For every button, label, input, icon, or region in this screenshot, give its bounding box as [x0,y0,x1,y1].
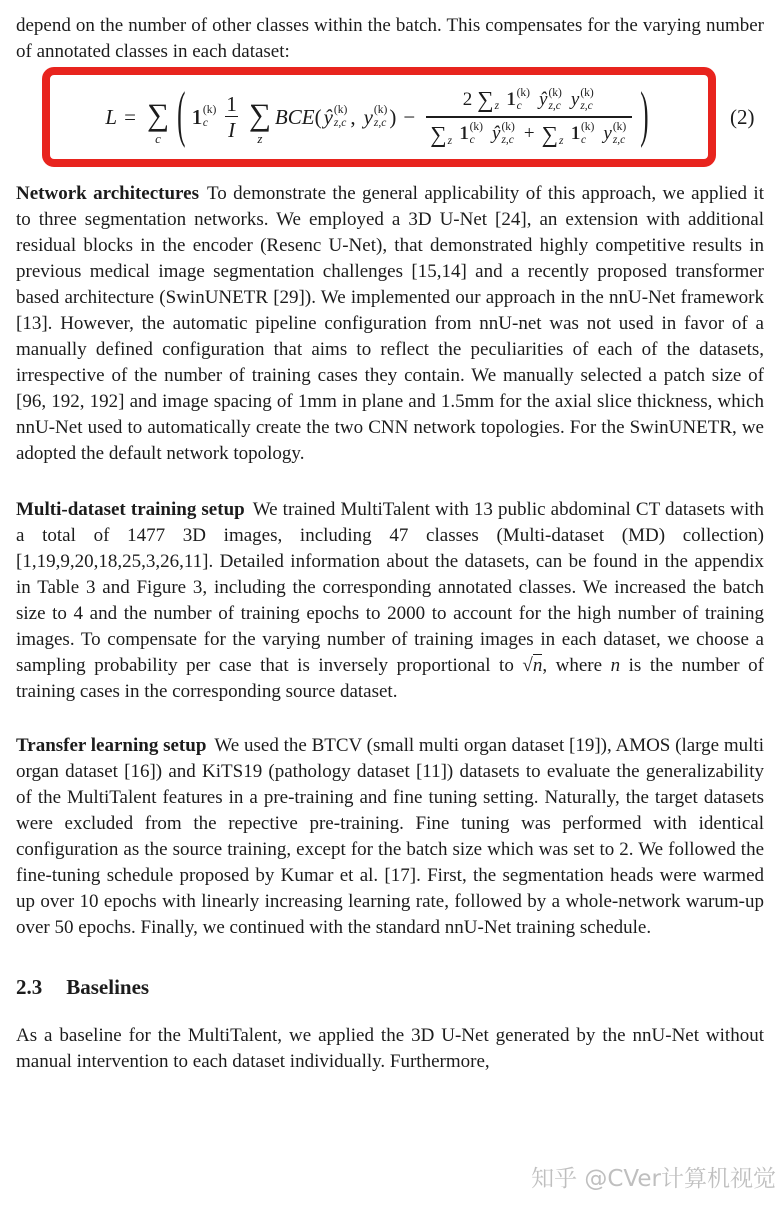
multidataset-body-text: We trained MultiTalent with 13 public abdominal CT datasets with a total of 1477 3D images, including 47 classes (Multi-dataset (MD) collection) [1,19,9,20,18,25,3,26,11]. Detailed information about the datasets, can be found in the appendix in Table 3 and Figure 3, including the corresponding annotated classes. We increased the batch size to 4 and the number of training epochs to 2000 to account for the high number of training images. To compensate for the varying number of training images in each dataset, we choose a sampling probability per case that is inversely proportional to [16,499,765,676]
yhat-token: ŷ (k) z,c [539,86,562,112]
coefficient-two: 2 [462,88,473,110]
close-paren-small: ) [389,105,397,129]
equation-row [16,67,764,167]
baselines-body-text: As a baseline for the MultiTalent, we applied the 3D U-Net generated by the nnU-Net without manual intervention to each dataset individually. Furthermore, [16,1025,764,1072]
sum-over-c [147,99,169,145]
y-token: y (k) z,c [570,86,594,112]
sigma-symbol: ∑ [248,97,271,132]
eq-lhs-L: L [105,105,118,129]
equals-sign: = [124,105,136,129]
sum-over-z [249,99,271,145]
comma: , [350,105,356,129]
multi-dataset-paragraph [16,497,764,705]
indicator-token: 1 (k) c [570,121,595,147]
open-paren-big: ( [177,82,186,150]
yhat-token: ŷ (k) z,c [492,121,515,147]
sigma-symbol: ∑ [146,97,170,132]
y-token: y (k) z,c [603,121,627,147]
inline-sum-z: ∑ z [430,121,453,147]
intro-paragraph [16,13,764,65]
open-paren-small: ( [314,105,322,129]
paragraph-heading-multidataset: Multi-dataset training setup [16,499,245,520]
zhihu-watermark: 知乎 @CVer计算机视觉 [531,1166,776,1192]
inline-sum-z: ∑ z [541,121,564,147]
fraction-numerator [459,87,600,116]
indicator-token: 1 (k) c [506,86,531,112]
paragraph-heading-transfer: Transfer learning setup [16,735,207,756]
sum-index-z: z [257,131,263,146]
dice-fraction [426,87,632,148]
equation-highlight-box [42,67,716,167]
bce-label: BCE [274,105,315,129]
sqrt-argument-n: n [532,655,543,676]
y-token: y (k) z,c [363,103,388,129]
section-heading-baselines [16,975,764,999]
section-number: 2.3 [16,975,43,999]
transfer-body-text: We used the BTCV (small multi organ dataset [19]), AMOS (large multi organ dataset [16]) and KiTS19 (pathology dataset [11]) datasets to evaluate the generalizability of the MultiTalent features in a pre-training and fine tuning setting. Naturally, the target datasets were excluded from the repective pre-training. Fine tuning was performed with identical configuration as the source training, except for the batch size which was set to 2. We followed the fine-tuning schedule proposed by Kumar et al. [17]. First, the segmentation heads were warmed up over 10 epochs with linearly increasing learning rate, followed by a whole-network warum-up over 50 epochs. Finally, we continued with the standard nnU-Net training schedule. [16,735,764,938]
sum-index-c: c [155,131,161,146]
indicator-scripts: (k) c [202,103,217,129]
transfer-learning-paragraph [16,733,764,941]
section-title: Baselines [66,975,150,999]
indicator-token: 1 (k) c [459,121,483,147]
yhat-token: ŷ (k) z,c [323,103,348,129]
indicator-one: 1 [191,105,202,129]
baselines-paragraph [16,1023,764,1075]
minus-sign: − [403,105,416,129]
equation-number: (2) [730,105,755,129]
inline-sum-z: ∑ z [477,87,500,113]
plus-sign: + [523,123,535,145]
fraction-denominator [426,116,632,147]
paragraph-heading-network: Network architectures [16,183,199,204]
multidataset-body-mid: , where [542,655,611,676]
intro-text: depend on the number of other classes within the batch. This compensates for the varying number of annotated classes in each dataset: [16,15,764,62]
one-over-I-fraction: $\frac{1}{I}$ [226,91,237,142]
sqrt-icon: √ [522,655,533,676]
variable-n: n [610,655,621,676]
equation [105,82,652,150]
indicator-token [191,104,216,130]
multidataset-body-end: is the number of training cases in the corresponding source dataset. [16,655,764,702]
network-architectures-paragraph [16,181,764,467]
close-paren-big: ) [640,82,649,150]
network-body-text: To demonstrate the general applicability of this approach, we applied it to three segmentation networks. We employed a 3D U-Net [24], an extension with additional residual blocks in the encoder (Resenc U-Net), that demonstrated highly competitive results in previous medical image segmentation challenges [15,14] and a recently proposed transformer based architecture (SwinUNETR [29]). We implemented our approach in the nnU-Net framework [13]. However, the automatic pipeline configuration from nnU-net was not used in favor of a manually defined configuration that aims to reflect the peculiarities of each of the datasets, irrespective of the number of training cases they contain. We manually selected a patch size of [96, 192, 192] and image spacing of 1mm in plane and 1.5mm for the axial slice thickness, which nnU-Net used to automatically create the two CNN network topologies. For the SwinUNETR, we adopted the default network topology. [16,183,764,464]
